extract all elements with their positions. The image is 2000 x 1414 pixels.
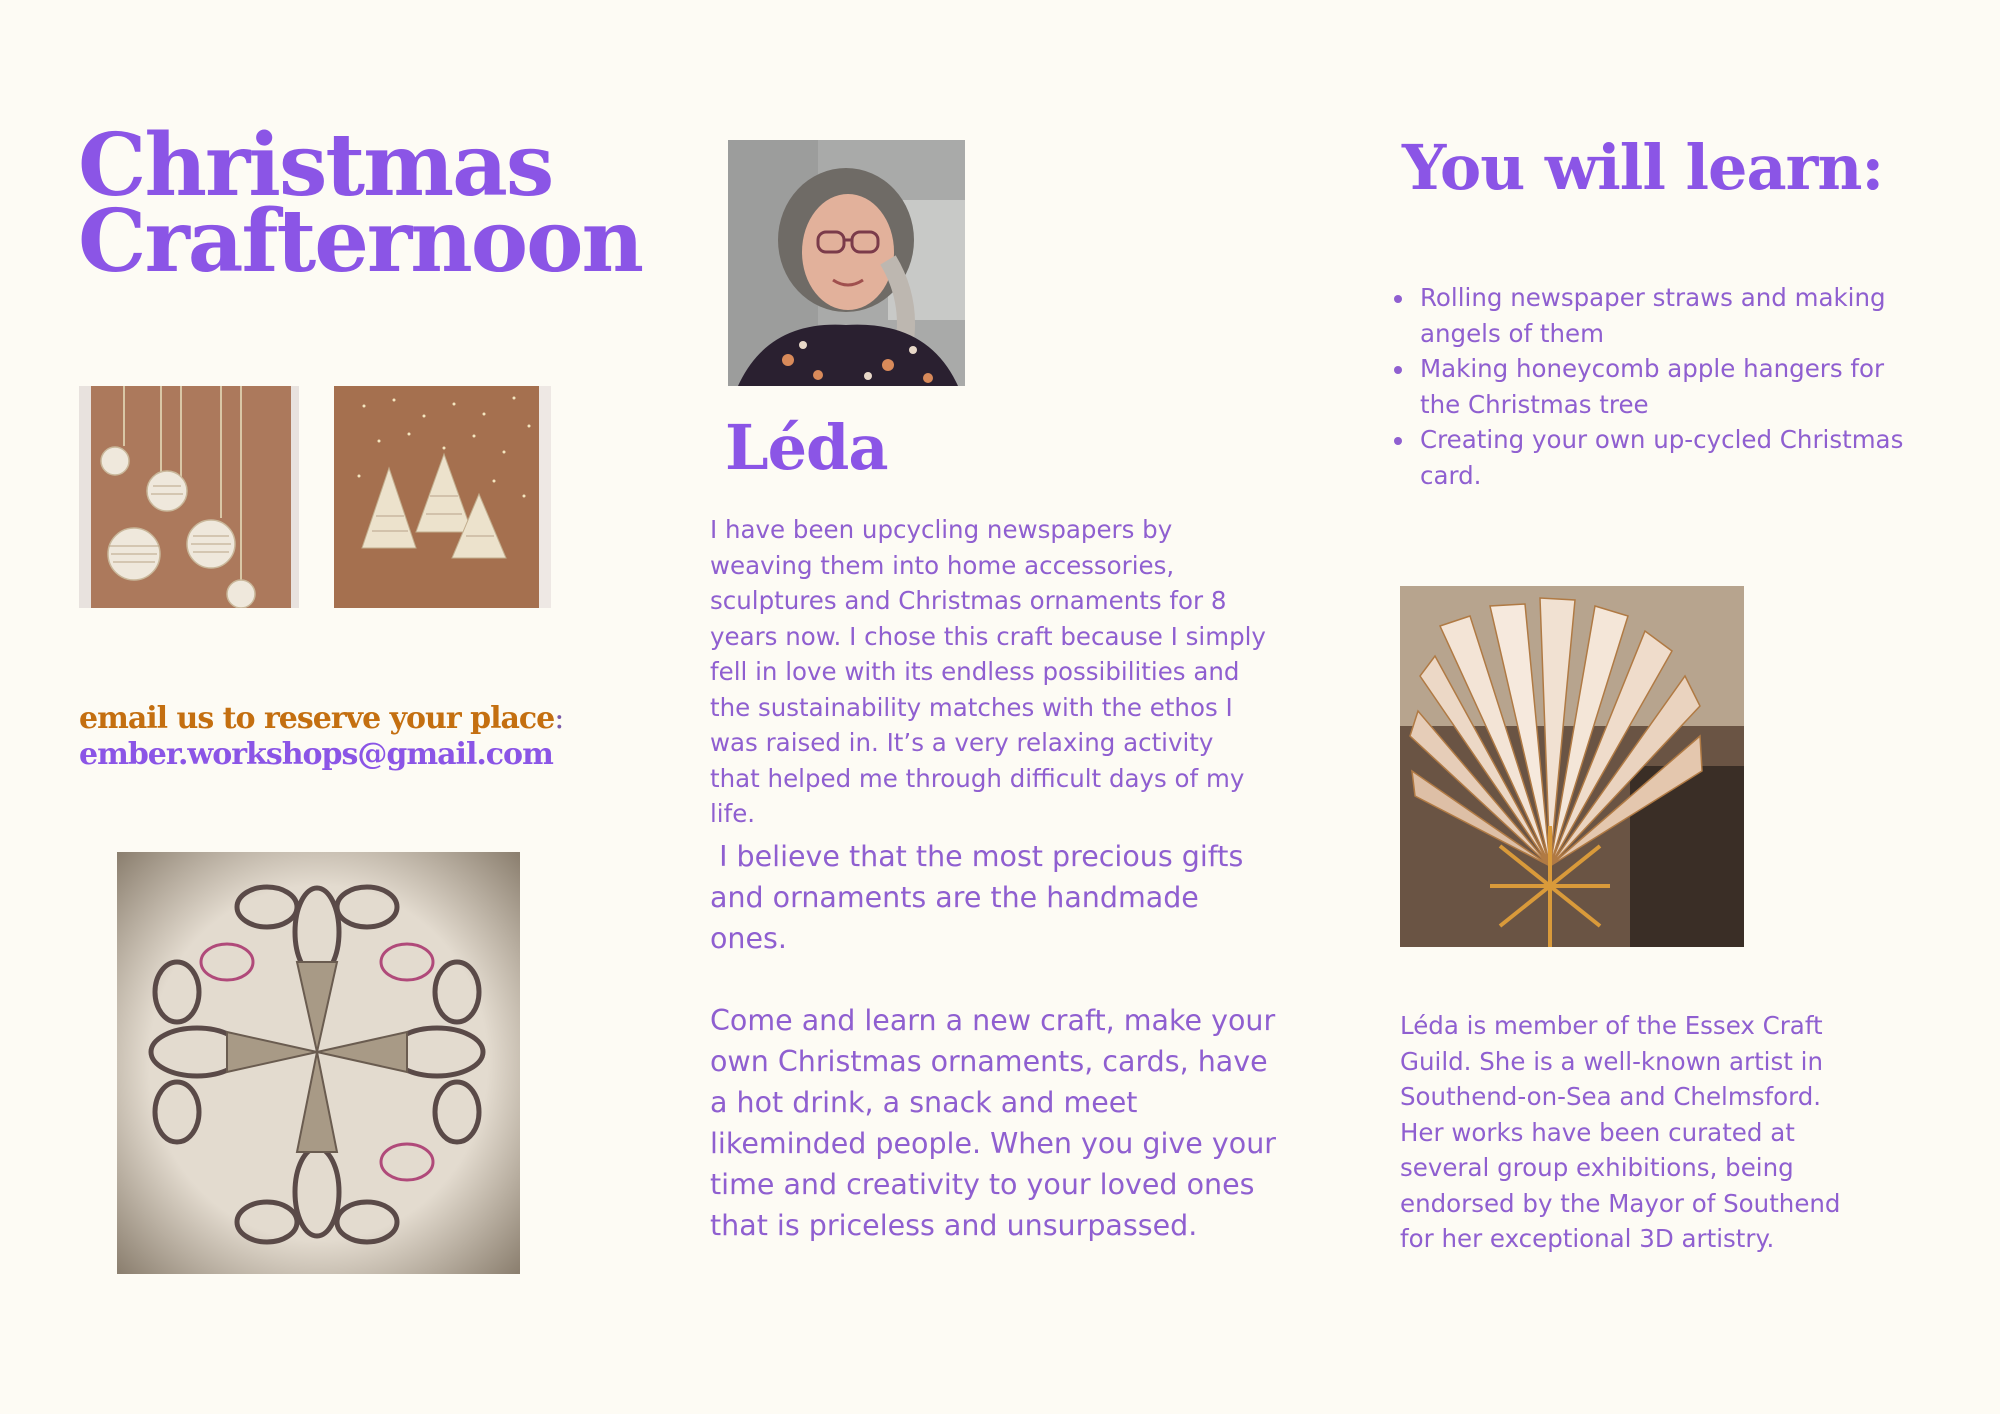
artist-bio: I have been upcycling newspapers by weaving them into home accessories, sculptures and Christmas ornaments for 8 years now. I chose this craft because I simply fell in love with its endless possibilities and the sustainability matches with the ethos I was raised in. It’s a very relaxing activity that helped me through difficult days of my life. [710, 515, 1266, 828]
tree-card-photo [334, 386, 551, 608]
fan-ornament-photo [1400, 586, 1744, 947]
learn-list [1380, 280, 1916, 493]
title-line-1: Christmas [78, 115, 553, 216]
email-prompt [79, 701, 563, 737]
page-title [78, 115, 643, 292]
artist-portrait [728, 140, 965, 386]
paper-angels-photo [117, 852, 520, 1274]
learn-item-straws-angels: • Rolling newspaper straws and making angels of them [1416, 280, 1916, 351]
email-label-colon: : [554, 701, 564, 736]
learn-heading: You will learn: [1402, 131, 1884, 204]
artist-quote: I believe that the most precious gifts and ornaments are the handmade ones. [710, 840, 1253, 955]
workshop-invitation: Come and learn a new craft, make your own Christmas ornaments, cards, have a hot drink, a snack and meet likeminded people. When you give your time and creativity to your loved ones that is priceless and unsurpassed. [710, 1004, 1276, 1242]
artist-credentials: Léda is member of the Essex Craft Guild. She is a well-known artist in Southend-on-Sea and Chelmsford. Her works have been curated at several group exhibitions, being endorsed by the Mayor of Southend for her exceptional 3D artistry. [1400, 1011, 1841, 1253]
learn-item-upcycled-card: • Creating your own up-cycled Christmas card. [1416, 422, 1916, 493]
title-line-2: Crafternoon [78, 191, 643, 292]
bauble-card-photo [79, 386, 299, 608]
email-label-text: email us to reserve your place [79, 701, 555, 736]
artist-name: Léda [725, 411, 888, 484]
email-address-link[interactable]: ember.workshops@gmail.com [79, 737, 553, 772]
learn-item-honeycomb-hangers: • Making honeycomb apple hangers for the Christmas tree [1416, 351, 1916, 422]
